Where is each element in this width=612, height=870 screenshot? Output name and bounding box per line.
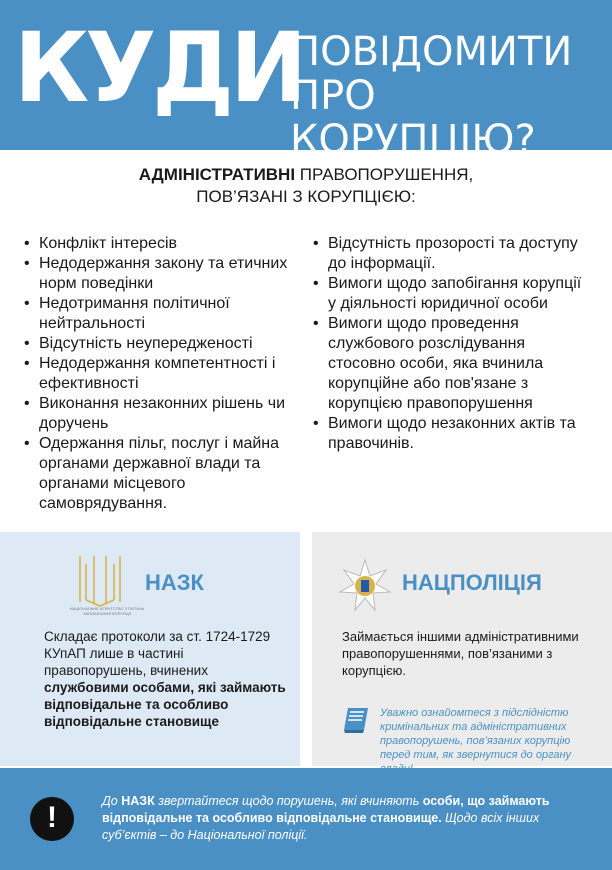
police-note: Уважно ознайомтеся з підслідністю кримінальних та адміністративних правопорушень, пов’язаних корупцію перед тим, як звернутися до органу [380,707,572,761]
list-item: • Одержання пільг, послуг і майна органами державної влади та органами місцевого самоврядування. [24,434,294,514]
nazk-logo-icon [60,550,140,630]
footer-part2: НАЗК [121,794,155,808]
footer-part1: До [102,794,122,808]
list-item: • Відсутність неупередженості [24,334,294,354]
police-name: НАЦПОЛІЦІЯ [402,570,542,595]
list-item: • Вимоги щодо незаконних актів та правочинів. [313,414,593,454]
header-subtitle-line1: ПОВІДОМИТИ [290,29,573,75]
nazk-panel [0,532,300,766]
nazk-logo-caption: НАЦІОНАЛЬНЕ АГЕНТСТВО З ПИТАНЬ ЗАПОБІГАННЯ КОРУПЦІЇ [69,606,145,616]
police-panel [312,532,612,766]
left-violations-list [24,234,294,514]
footer-part5: Щодо всіх інших суб’єктів – до Національної поліції. [102,811,540,842]
list-item: • Конфлікт інтересів [24,234,294,254]
header-banner [0,0,612,163]
nazk-description [44,628,288,730]
header-subtitle [290,30,612,162]
police-description: Займається іншими адміністративними правопорушеннями, пов’язаними з корупцією. [342,629,579,678]
list-item: • Відсутність прозорості та доступу до інформації. [313,234,593,274]
right-violations-list [313,234,593,454]
header-subtitle-line2: ПРО КОРУПЦІЮ? [290,73,536,163]
police-star-icon [338,558,392,612]
book-icon [342,706,372,734]
section-title [0,164,612,208]
section-title-line2: ПОВ’ЯЗАНІ З КОРУПЦІЄЮ: [196,187,416,206]
nazk-text-bold: службовими особами, які займають відповідальне та особливо відповідальне становище [44,680,286,729]
section-title-rest: ПРАВОПОРУШЕННЯ, [295,165,474,184]
list-item: • Недодержання компетентності і ефективності [24,354,294,394]
footer-part3: звертайтеся щодо порушень, які вчиняють [154,794,423,808]
header-big-title: КУДИ [14,11,304,124]
list-item: • Виконання незаконних рішень чи доручень [24,394,294,434]
list-item: • Вимоги щодо запобігання корупції у діяльності юридичної особи [313,274,593,314]
list-item: • Вимоги щодо проведення службового розслідування стосовно особи, яка вчинила корупційне або пов'язане з корупцією правопорушення [313,314,593,414]
nazk-text-regular: Складає протоколи за ст. 1724-1729 КУпАП лише в частині правопорушень, вчинених [44,629,271,678]
section-title-bold: АДМІНІСТРАТИВНІ [138,165,296,184]
footer-part4: особи, що займають відповідальне та особливо відповідальне становище. [102,794,550,825]
footer-text [102,793,572,844]
list-item: • Недодержання закону та етичних норм поведінки [24,254,294,294]
nazk-name: НАЗК [145,570,204,595]
exclamation-icon: ! [30,797,74,841]
list-item: • Недотримання політичної нейтральності [24,294,294,334]
